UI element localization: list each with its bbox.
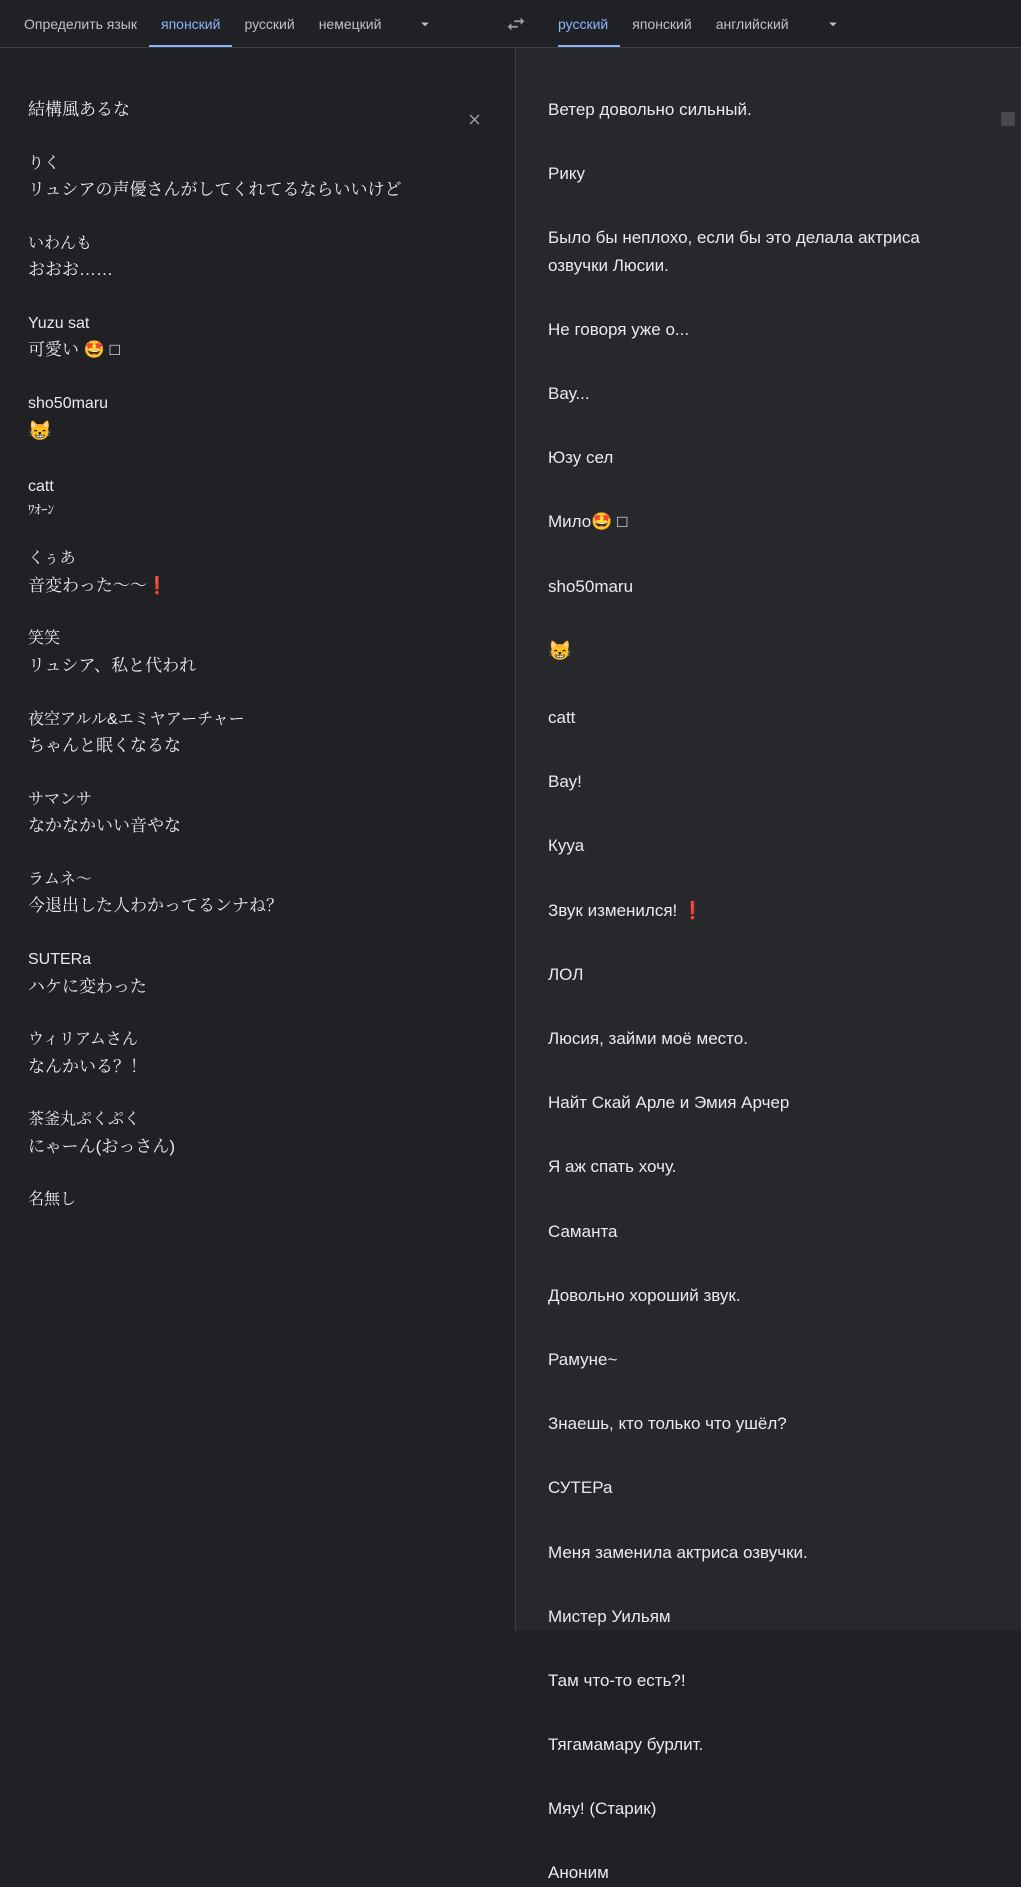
translation-line: Довольно хороший звук. <box>548 1285 741 1305</box>
source-text-pane[interactable] <box>0 48 516 1631</box>
translation-line: Рику <box>548 164 585 184</box>
source-message-author: 名無し <box>28 1191 77 1209</box>
source-message-text: ハケに変わった <box>28 976 147 996</box>
scrollbar-thumb[interactable] <box>1001 112 1015 126</box>
translation-line: СУТЕРа <box>548 1478 613 1498</box>
source-message-author: くぅあ <box>28 550 76 568</box>
swap-languages-icon <box>505 13 527 35</box>
source-message-text: ちゃんと眠くなるな <box>28 736 181 756</box>
translation-line: Рамуне~ <box>548 1349 618 1369</box>
translation-line: Мистер Уильям <box>548 1606 671 1626</box>
translation-line: Кууа <box>548 836 585 856</box>
source-message-author: 夜空アルル&エミヤアーチャー <box>28 710 245 728</box>
translation-line: ЛОЛ <box>548 964 584 984</box>
translation-line: Юзу сел <box>548 448 614 468</box>
source-block <box>28 1187 455 1213</box>
translation-line: Саманта <box>548 1221 618 1241</box>
source-block <box>28 151 455 204</box>
translation-line: Было бы неплохо, если бы это делала актриса озвучки Люсии. <box>548 228 925 275</box>
translation-line: Вау! <box>548 772 582 792</box>
translation-line: sho50maru <box>548 576 634 596</box>
swap-languages-button[interactable] <box>492 0 540 47</box>
source-block <box>28 546 455 599</box>
translation-line: Вау... <box>548 383 590 403</box>
target-text-pane <box>516 48 1021 1883</box>
source-block <box>28 311 455 364</box>
source-block <box>28 391 455 447</box>
source-lang-detect[interactable]: Определить язык <box>24 15 137 32</box>
source-message-author: SUTERa <box>28 950 92 968</box>
source-block <box>28 787 455 840</box>
translation-line: Не говоря уже о... <box>548 319 690 339</box>
chevron-down-icon[interactable] <box>407 6 443 42</box>
translation-line: catt <box>548 708 576 728</box>
translation-panes <box>0 48 1021 1883</box>
target-lang-japanese[interactable]: японский <box>632 15 692 32</box>
translation-line: Аноним <box>548 1863 609 1883</box>
source-block <box>28 231 455 284</box>
translation-line: Мило🤩 □ <box>548 512 628 532</box>
language-toolbar <box>0 0 1021 48</box>
source-block <box>28 626 455 679</box>
source-block <box>28 1107 455 1160</box>
translation-line: 😸 <box>548 640 572 662</box>
chevron-down-icon[interactable] <box>815 6 851 42</box>
translation-line: Там что-то есть?! <box>548 1670 686 1690</box>
source-message-text: なんかいる？！ <box>28 1056 147 1076</box>
source-message-author: ウィリアムさん <box>28 1031 138 1049</box>
source-message-author: りく <box>28 154 61 172</box>
target-lang-russian[interactable]: русский <box>558 1 620 47</box>
source-message-text: 今退出した人わかってるンナね？ <box>28 896 283 916</box>
close-icon[interactable] <box>459 104 489 134</box>
translation-line: Я аж спать хочу. <box>548 1157 677 1177</box>
source-block <box>28 474 455 519</box>
source-language-bar <box>0 0 492 47</box>
source-message-text: 音変わった〜〜❗ <box>28 575 168 595</box>
source-message-author: いわんも <box>28 234 93 252</box>
source-block <box>28 947 455 1000</box>
source-block <box>28 96 455 124</box>
source-lang-german[interactable]: немецкий <box>318 15 382 32</box>
source-message-text: なかなかいい音やな <box>28 816 181 836</box>
translation-line: Мяу! (Старик) <box>548 1799 657 1819</box>
source-message-text: リュシアの声優さんがしてくれてるならいいけど <box>28 180 402 200</box>
target-language-bar <box>540 0 1021 47</box>
translation-line: Тягамамару бурлит. <box>548 1735 704 1755</box>
source-block <box>28 867 455 920</box>
translation-line: Ветер довольно сильный. <box>548 100 752 119</box>
source-message-text: にゃーん(おっさん) <box>28 1136 175 1156</box>
source-message-author: sho50maru <box>28 394 109 412</box>
target-lang-english[interactable]: английский <box>715 15 789 32</box>
source-block <box>28 1027 455 1080</box>
source-message-text: 😸 <box>28 420 52 442</box>
translation-line: Найт Скай Арле и Эмия Арчер <box>548 1093 790 1113</box>
source-message-author: Yuzu sat <box>28 314 90 332</box>
source-message-text: おおお…… <box>28 260 113 280</box>
translation-line: Звук изменился! ❗ <box>548 900 704 920</box>
source-message-author: 茶釜丸ぷくぷく <box>28 1111 141 1129</box>
source-message-text: リュシア、私と代われ <box>28 656 197 676</box>
source-message-author: サマンサ <box>28 790 93 808</box>
source-lang-russian[interactable]: русский <box>244 15 295 32</box>
translation-line: Люсия, займи моё место. <box>548 1029 748 1049</box>
source-message-text: 結構風あるな <box>28 100 130 119</box>
translation-line: Знаешь, кто только что ушёл? <box>548 1414 787 1434</box>
translation-line: Меня заменила актриса озвучки. <box>548 1542 808 1562</box>
source-message-text: 可愛い 🤩 □ <box>28 340 120 360</box>
source-message-author: 笑笑 <box>28 630 61 648</box>
source-lang-japanese[interactable]: японский <box>149 1 232 47</box>
source-message-author: ラムネ〜 <box>28 870 92 888</box>
source-message-text: ﾜｵｰﾝ <box>28 501 54 517</box>
source-block <box>28 707 455 760</box>
source-message-author: catt <box>28 478 54 496</box>
